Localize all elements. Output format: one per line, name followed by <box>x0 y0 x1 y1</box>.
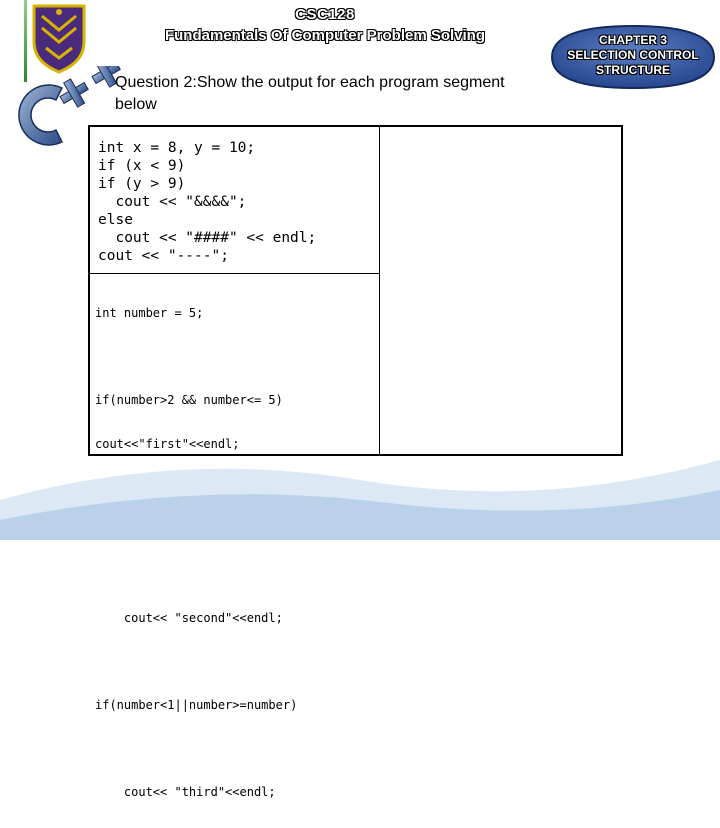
code-line: cout<< "second"<<endl; <box>95 610 283 625</box>
answer-cell-segment-2[interactable] <box>380 274 623 456</box>
chapter-title-line1: SELECTION CONTROL <box>567 48 699 62</box>
footer-wave-decoration <box>0 440 720 540</box>
row-divider <box>90 273 379 274</box>
code-line: int number = 5; <box>95 306 204 320</box>
code-line: cout<<"first"<<endl; <box>95 436 240 451</box>
code-segment-2 <box>95 277 305 828</box>
code-line: int x = 8, y = 10; <box>98 140 256 156</box>
code-line: cout << "&&&&"; <box>98 194 247 210</box>
blank-line <box>95 567 305 582</box>
blank-line <box>95 654 305 669</box>
blank-line <box>95 350 305 365</box>
code-line: cout<< "third"<<endl; <box>95 784 276 799</box>
code-table <box>88 125 623 799</box>
code-line: if (x < 9) <box>98 158 186 174</box>
blank-line <box>95 741 305 756</box>
course-code: CSC128 <box>295 6 355 23</box>
code-line: if(number>2 && number<= 5) <box>95 393 283 407</box>
code-segment-1 <box>98 139 316 265</box>
chapter-title-line2: STRUCTURE <box>596 63 670 77</box>
university-crest-icon <box>28 2 90 74</box>
code-line: else <box>98 212 133 228</box>
answer-cell-segment-1[interactable] <box>380 127 623 273</box>
code-line: if (y > 9) <box>98 176 186 192</box>
code-line: cout << "####" << endl; <box>98 230 317 246</box>
code-line: if(number<1||number>=number) <box>95 697 298 712</box>
question-text: Question 2:Show the output for each program segment below <box>115 74 505 113</box>
chapter-number: CHAPTER 3 <box>598 33 667 47</box>
code-line: cout << "----"; <box>98 248 229 264</box>
course-title: Fundamentals Of Computer Problem Solving <box>164 27 486 44</box>
chapter-label <box>548 33 718 78</box>
